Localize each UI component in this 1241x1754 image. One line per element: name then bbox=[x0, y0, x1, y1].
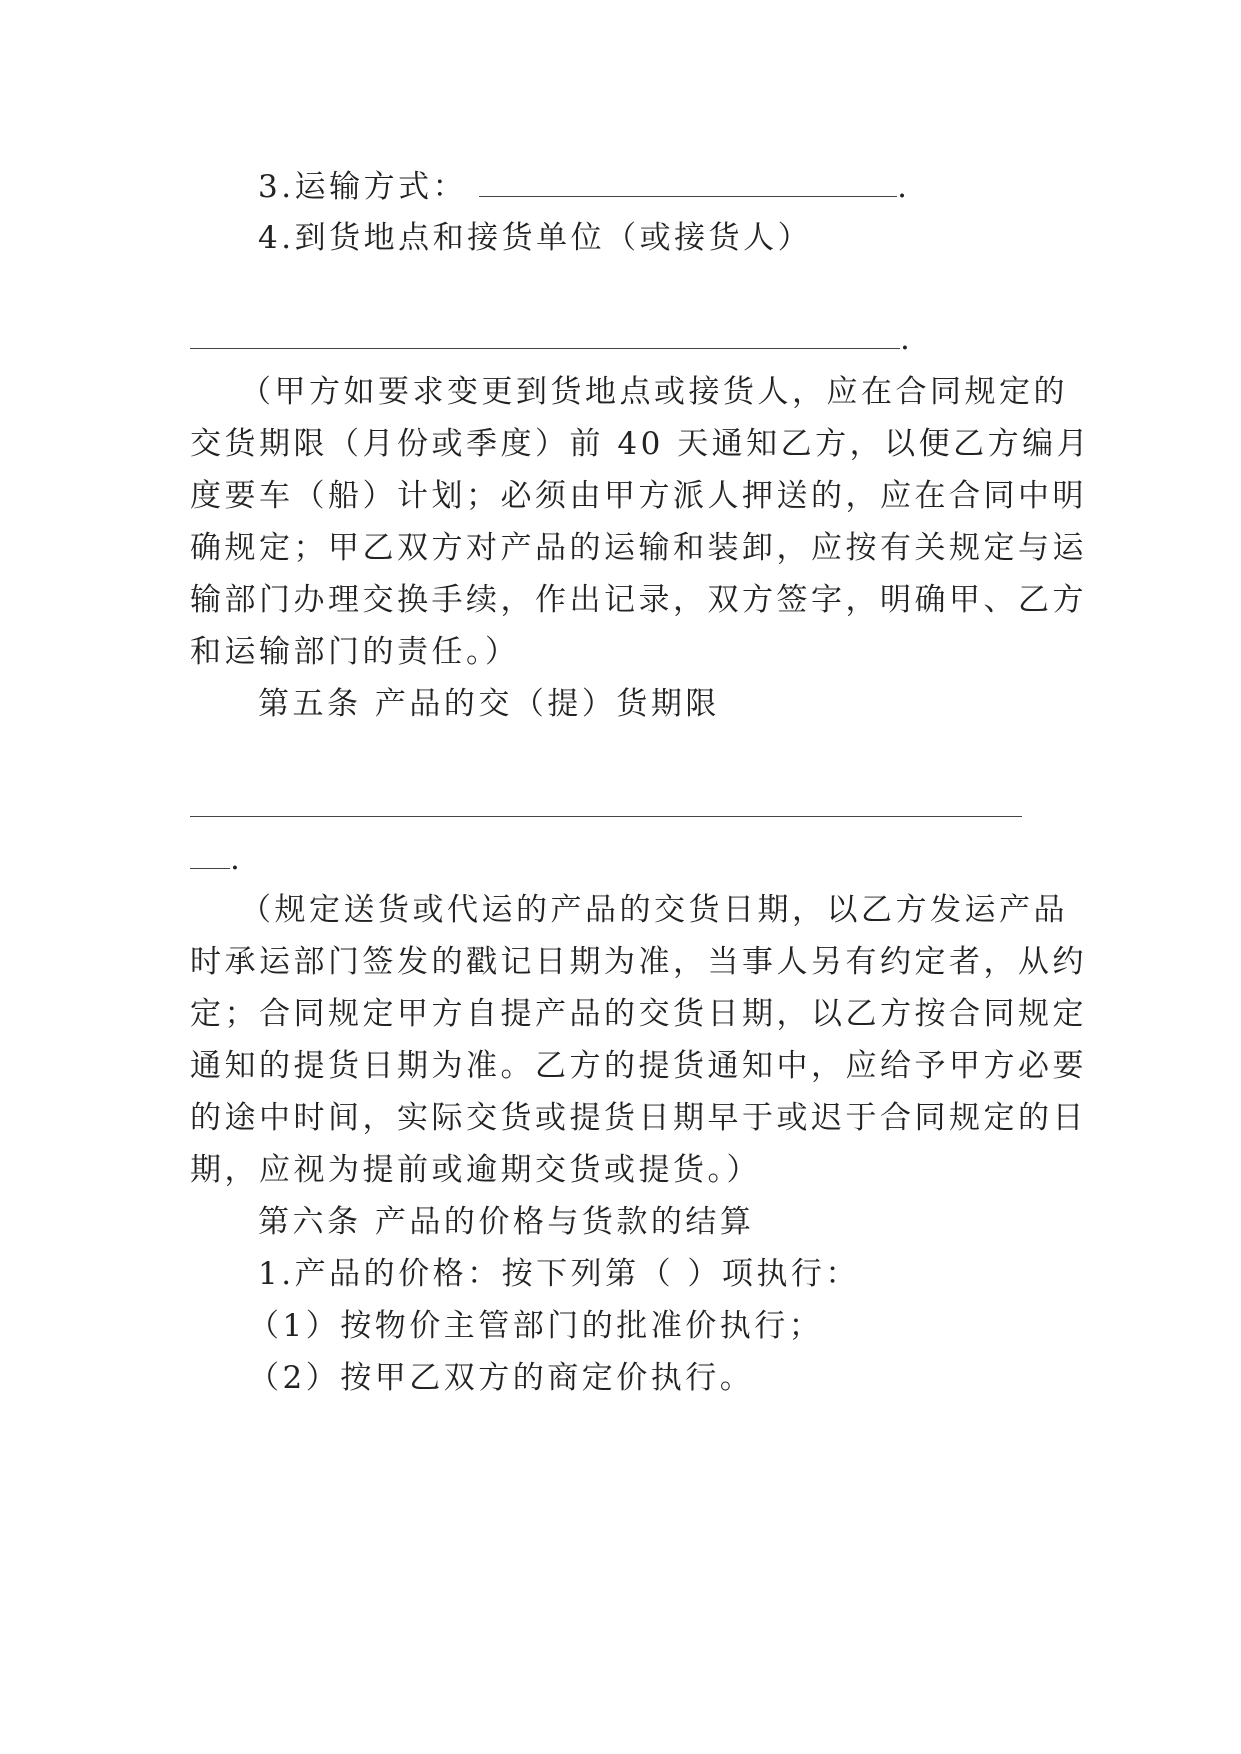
price-option-1: （1）按物价主管部门的批准价执行； bbox=[248, 1308, 824, 1344]
note2-line: 定；合同规定甲方自提产品的交货日期，以乙方按合同规定 bbox=[190, 996, 1087, 1032]
note2-line: 时承运部门签发的戳记日期为准，当事人另有约定者，从约 bbox=[190, 944, 1087, 980]
delivery-period-blank bbox=[190, 786, 1022, 817]
note1-line: 交货期限（月份或季度）前 40 天通知乙方，以便乙方编月 bbox=[190, 426, 1092, 462]
note1-line: （甲方如要求变更到货地点或接货人，应在合同规定的 bbox=[240, 374, 1068, 410]
note1-line: 输部门办理交换手续，作出记录，双方签字，明确甲、乙方 bbox=[190, 582, 1087, 618]
delivery-place-end: . bbox=[900, 321, 910, 357]
item-transport-method bbox=[258, 166, 907, 207]
price-option-2: （2）按甲乙双方的商定价执行。 bbox=[248, 1360, 755, 1396]
item-product-price: 1.产品的价格：按下列第（ ）项执行： bbox=[258, 1256, 860, 1292]
note2-line: 通知的提货日期为准。乙方的提货通知中，应给予甲方必要 bbox=[190, 1048, 1087, 1084]
article5-heading: 第五条 产品的交（提）货期限 bbox=[258, 686, 720, 722]
note2-line: （规定送货或代运的产品的交货日期，以乙方发运产品 bbox=[240, 892, 1068, 928]
note1-line: 度要车（船）计划；必须由甲方派人押送的，应在合同中明 bbox=[190, 478, 1087, 514]
delivery-place-line bbox=[190, 318, 910, 359]
delivery-period-line bbox=[190, 786, 1022, 827]
transport-method-blank bbox=[479, 166, 897, 197]
item-transport-method-end: . bbox=[897, 169, 907, 205]
item-delivery-place: 4.到货地点和接货单位（或接货人） bbox=[258, 220, 813, 256]
note1-line: 和运输部门的责任。） bbox=[190, 634, 520, 670]
note2-line: 的途中时间，实际交货或提货日期早于或迟于合同规定的日 bbox=[190, 1100, 1087, 1136]
delivery-period-line-end bbox=[190, 838, 240, 879]
delivery-place-blank bbox=[190, 318, 900, 349]
note2-line: 期，应视为提前或逾期交货或提货。） bbox=[190, 1152, 761, 1188]
delivery-period-end: . bbox=[230, 841, 240, 877]
article6-heading: 第六条 产品的价格与货款的结算 bbox=[258, 1204, 755, 1240]
note1-line: 确规定；甲乙双方对产品的运输和装卸，应按有关规定与运 bbox=[190, 530, 1087, 566]
delivery-period-blank-tail bbox=[190, 838, 230, 869]
item-transport-method-label: 3.运输方式： bbox=[258, 169, 468, 205]
